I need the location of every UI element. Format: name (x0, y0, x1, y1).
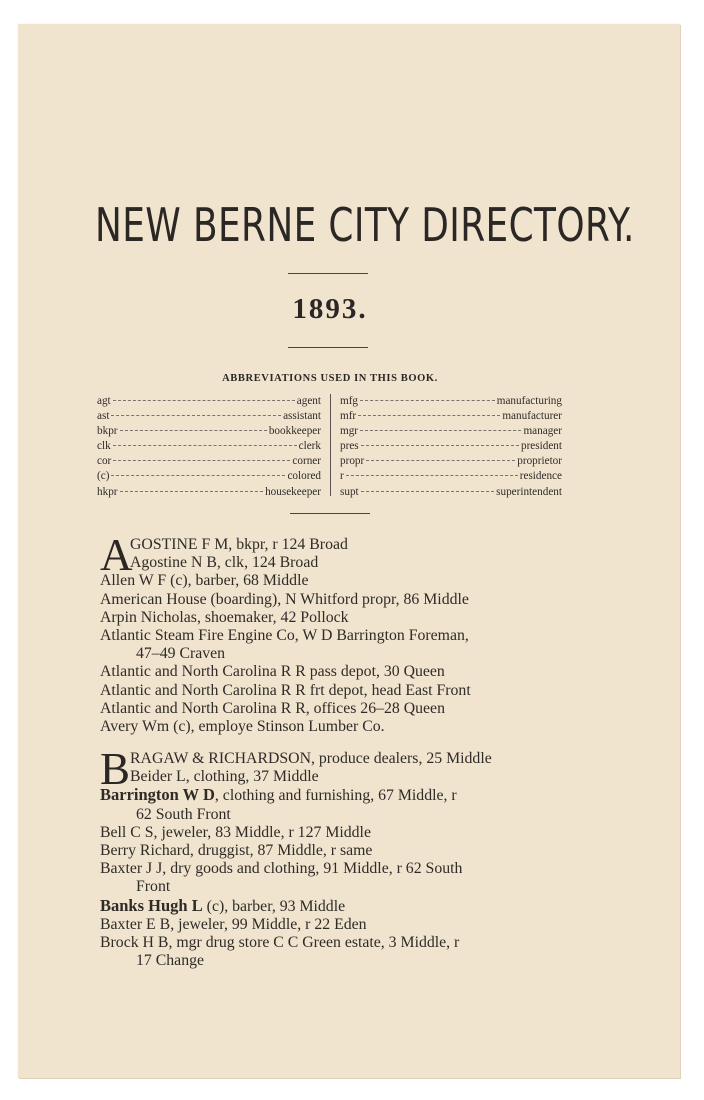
abbreviation-meaning: residence (519, 470, 562, 483)
entry-text: , clothing and furnishing, 67 Middle, r (214, 787, 457, 805)
abbreviation-row (340, 394, 562, 409)
abbreviation: cor (97, 455, 112, 468)
abbreviations-left-column (97, 394, 321, 500)
entry-text: Bell C S, jeweler, 83 Middle, r 127 Middle (100, 823, 371, 841)
directory-entry (100, 591, 580, 609)
column-separator (330, 394, 331, 496)
abbreviation-meaning: agent (296, 395, 321, 407)
abbreviation-row (97, 424, 321, 439)
abbreviation: (c) (97, 470, 110, 483)
directory-entry (100, 554, 580, 572)
dot-leader (360, 430, 521, 431)
abbreviation-meaning: manufacturing (496, 395, 562, 407)
abbreviation-row (340, 439, 562, 454)
directory-entry (100, 934, 580, 970)
entry-text: RAGAW & RICHARDSON, produce dealers, 25 Middle (130, 750, 492, 767)
entry-continuation: Front (136, 878, 171, 896)
divider-rule (290, 513, 370, 514)
abbreviation-meaning: manufacturer (502, 410, 562, 423)
directory-entry (100, 682, 580, 700)
entry-text: Beider L, clothing, 37 Middle (130, 768, 319, 786)
abbreviation: r (340, 470, 344, 483)
dot-leader (360, 400, 495, 401)
entry-text: Atlantic and North Carolina R R pass depot, 30 Queen (100, 663, 445, 681)
entry-text: Atlantic and North Carolina R R, offices 26–28 Queen (100, 699, 445, 717)
dot-leader (120, 491, 264, 492)
entry-text: American House (boarding), N Whitford propr, 86 Middle (100, 590, 469, 608)
dot-leader (366, 460, 515, 461)
entry-text: Avery Wm (c), employe Stinson Lumber Co. (100, 718, 385, 736)
entry-text: (c), barber, 93 Middle (202, 897, 346, 915)
abbreviation-meaning: proprietor (517, 455, 562, 468)
abbreviation: propr (340, 455, 365, 468)
directory-entry (100, 916, 580, 934)
abbreviation-row (340, 409, 562, 424)
entry-text: Atlantic Steam Fire Engine Co, W D Barrington Foreman, (100, 627, 469, 645)
abbreviation-meaning: bookkeeper (268, 425, 321, 438)
abbreviation: mgr (340, 425, 359, 438)
entry-text: Baxter J J, dry goods and clothing, 91 Middle, r 62 South (100, 860, 463, 878)
dot-leader (113, 400, 295, 401)
year: 1893. (292, 293, 368, 325)
drop-cap-letter: A (100, 530, 133, 580)
directory-entry (100, 842, 580, 860)
abbreviation-row (97, 454, 321, 469)
abbreviation-row (340, 485, 562, 500)
abbreviation: mfr (340, 410, 357, 423)
abbreviation-meaning: corner (292, 455, 321, 468)
entry-text: GOSTINE F M, bkpr, r 124 Broad (130, 536, 348, 553)
abbreviation-row (340, 424, 562, 439)
directory-entry (100, 572, 580, 590)
abbreviation-meaning: assistant (283, 410, 321, 423)
entry-name-bold: Banks Hugh L (100, 895, 203, 915)
abbreviation: clk (97, 440, 111, 453)
abbreviation: bkpr (97, 425, 118, 438)
dot-leader (361, 445, 519, 446)
abbreviation: ast (97, 410, 110, 423)
directory-entry (100, 786, 580, 823)
abbreviation-row (97, 409, 321, 424)
directory-entry (100, 897, 580, 916)
divider-rule (288, 273, 368, 274)
directory-entry (100, 860, 580, 896)
entry-continuation: 62 South Front (136, 805, 231, 823)
abbreviation-row (97, 394, 321, 409)
entry-text: Berry Richard, druggist, 87 Middle, r same (100, 842, 373, 860)
abbreviation: supt (340, 485, 359, 498)
entry-text: Brock H B, mgr drug store C C Green estate, 3 Middle, r (100, 934, 460, 952)
directory-entry (100, 768, 580, 786)
section-a-entries (100, 530, 580, 736)
dot-leader (358, 415, 500, 416)
abbreviations-right-column (340, 394, 562, 500)
abbreviation: mfg (340, 395, 359, 407)
dot-leader (113, 460, 290, 461)
dot-leader (113, 445, 297, 446)
entry-continuation: 17 Change (136, 952, 205, 970)
entry-text: Baxter E B, jeweler, 99 Middle, r 22 Eden (100, 915, 367, 933)
abbreviation-row (97, 469, 321, 484)
divider-rule (288, 347, 368, 348)
directory-entry (100, 700, 580, 718)
abbreviation-meaning: housekeeper (265, 485, 321, 498)
abbreviation-meaning: superintendent (496, 485, 562, 498)
abbreviation-meaning: colored (287, 470, 321, 483)
entry-text: Atlantic and North Carolina R R frt depot, head East Front (100, 681, 471, 699)
abbreviation-meaning: clerk (298, 440, 321, 453)
abbreviation-row (97, 439, 321, 454)
dot-leader (111, 475, 285, 476)
abbreviation-row (97, 485, 321, 500)
abbreviation-row (340, 454, 562, 469)
dot-leader (120, 430, 267, 431)
abbreviation-meaning: manager (523, 425, 562, 438)
entry-continuation: 47–49 Craven (136, 645, 226, 663)
dot-leader (346, 475, 518, 476)
abbreviation: hkpr (97, 485, 118, 498)
directory-entry (100, 663, 580, 681)
entry-text: Arpin Nicholas, shoemaker, 42 Pollock (100, 608, 349, 626)
drop-cap-letter: B (100, 744, 131, 794)
abbreviation: pres (340, 440, 359, 453)
directory-entry (100, 824, 580, 842)
abbreviation-row (340, 469, 562, 484)
page-title: NEW BERNE CITY DIRECTORY. (95, 198, 635, 252)
entry-text: Allen W F (c), barber, 68 Middle (100, 572, 309, 590)
directory-entry (100, 609, 580, 627)
abbreviation-meaning: president (520, 440, 562, 453)
section-b-entries (100, 744, 580, 970)
entry-name-bold: Barrington W D (100, 785, 215, 805)
directory-entry (100, 718, 580, 736)
dot-leader (111, 415, 281, 416)
abbreviation: agt (97, 395, 111, 407)
directory-entry (100, 627, 580, 663)
dot-leader (361, 491, 494, 492)
abbreviations-heading: ABBREVIATIONS USED IN THIS BOOK. (222, 373, 438, 384)
entry-text: Agostine N B, clk, 124 Broad (130, 554, 319, 572)
